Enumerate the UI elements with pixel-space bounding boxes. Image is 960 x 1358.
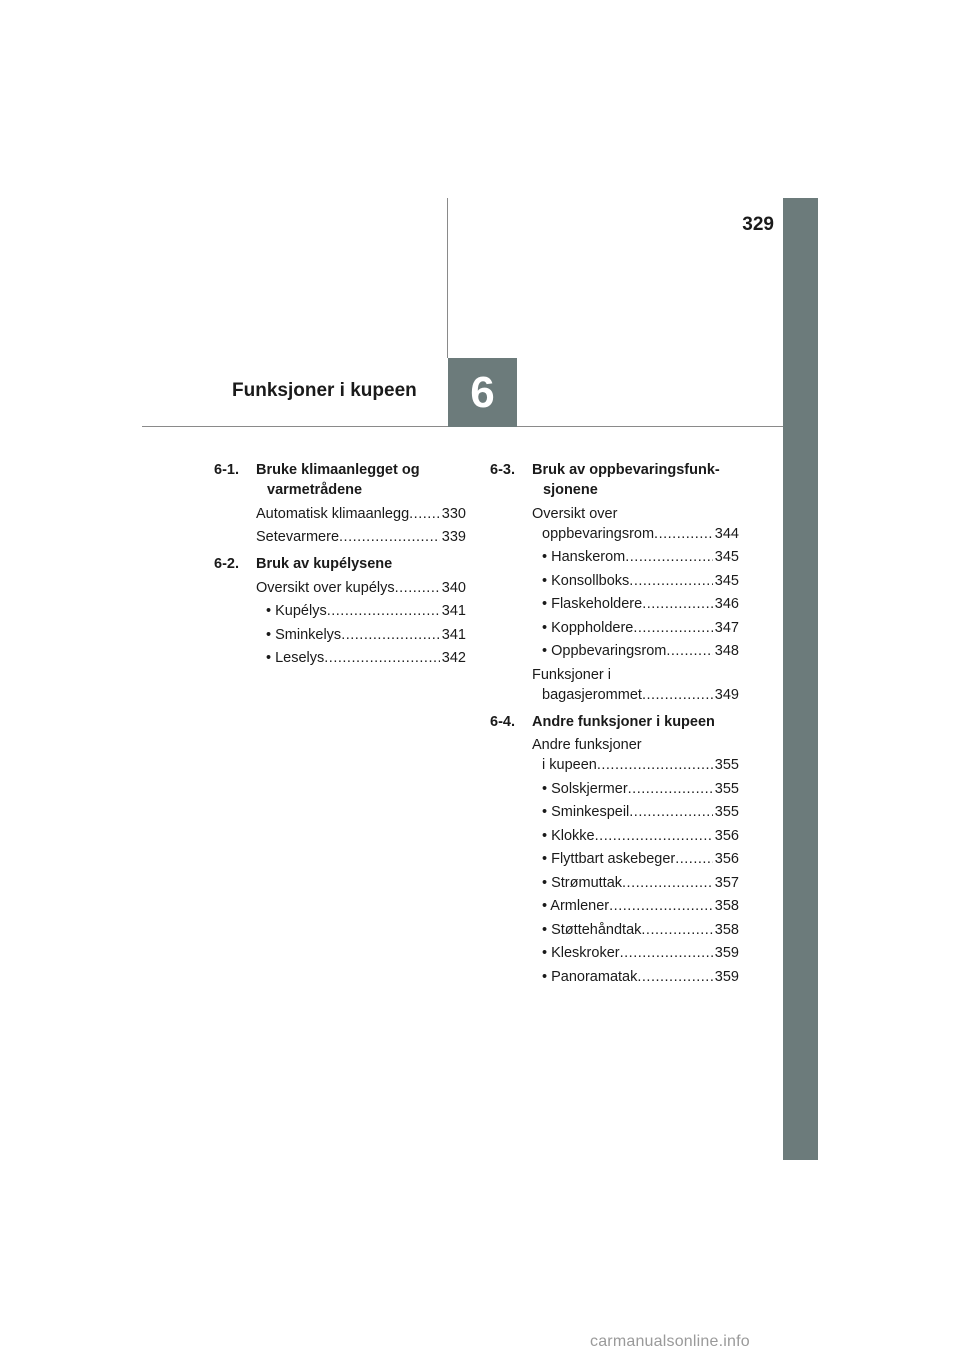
entry-page: 348 xyxy=(714,643,739,659)
toc-entry-koppholdere[interactable] xyxy=(490,618,739,638)
toc-entry-panoramatak[interactable] xyxy=(490,967,739,987)
entry-text: • Kupélys ..... xyxy=(266,603,328,619)
entry-page: 358 xyxy=(714,898,739,914)
toc-entry-andre-funksjoner-i-kupeen[interactable] xyxy=(490,735,739,775)
entry-text: • Flyttbart askebeger ..... xyxy=(542,851,676,867)
entry-page: 330 xyxy=(441,505,466,522)
entry-page: 349 xyxy=(714,686,739,703)
toc-entry-funksjoner-i-bagasjerommet[interactable] xyxy=(490,665,739,705)
entry-text: • Koppholdere ..... xyxy=(542,620,634,636)
page-number: 329 xyxy=(742,214,774,235)
vertical-divider xyxy=(447,198,448,358)
entry-text: • Strømuttak ..... xyxy=(542,875,623,891)
entry-page: 345 xyxy=(714,549,739,565)
toc-entry-hanskerom[interactable] xyxy=(490,547,739,567)
toc-entry-automatisk-klimaanlegg[interactable] xyxy=(214,504,466,524)
toc-entry-setevarmere[interactable] xyxy=(214,527,466,547)
entry-page: 359 xyxy=(714,968,739,985)
entry-text: • Solskjermer ..... xyxy=(542,781,629,797)
toc-section-6-3[interactable] xyxy=(490,460,739,500)
chapter-title: Funksjoner i kupeen xyxy=(232,380,417,401)
entry-text: oppbevaringsrom ..... xyxy=(542,526,655,542)
toc-entry-flaskeholdere[interactable] xyxy=(490,594,739,614)
entry-page: 358 xyxy=(714,921,739,938)
entry-page: 346 xyxy=(714,596,739,612)
toc-entry-konsollboks[interactable] xyxy=(490,571,739,591)
entry-text: • Sminkelys ..... xyxy=(266,627,342,643)
entry-text: • Oppbevaringsrom ..... xyxy=(542,643,667,659)
section-number: 6-3. xyxy=(490,462,515,478)
entry-text: • Kleskroker ..... xyxy=(542,945,621,961)
toc-entry-oversikt-over-kupelys[interactable] xyxy=(214,578,466,598)
entry-page: 359 xyxy=(714,945,739,961)
toc-left-column xyxy=(214,460,466,668)
entry-text: Oversikt over kupélys ..... xyxy=(256,580,396,596)
toc-entry-oversikt-over-oppbevaringsrom[interactable] xyxy=(490,504,739,544)
section-number: 6-1. xyxy=(214,462,239,478)
toc-entry-armlener[interactable] xyxy=(490,896,739,916)
entry-page: 347 xyxy=(714,619,739,636)
toc-entry-sminkelys[interactable] xyxy=(214,625,466,645)
entry-text: • Panoramatak ..... xyxy=(542,969,638,985)
toc-entry-solskjermer[interactable] xyxy=(490,779,739,799)
entry-text: • Flaskeholdere ..... xyxy=(542,596,643,612)
entry-text: • Støttehåndtak ..... xyxy=(542,922,642,938)
toc-right-column xyxy=(490,460,739,987)
toc-entry-leselys[interactable] xyxy=(214,648,466,668)
toc-entry-kleskroker[interactable] xyxy=(490,943,739,963)
entry-page: 357 xyxy=(714,874,739,891)
section-number: 6-2. xyxy=(214,556,239,572)
entry-text: • Klokke ..... xyxy=(542,828,596,844)
section-number: 6-4. xyxy=(490,713,515,730)
entry-page: 341 xyxy=(441,626,466,643)
entry-page: 339 xyxy=(441,529,466,545)
chapter-number-box xyxy=(448,358,517,427)
entry-text: • Sminkespeil ..... xyxy=(542,804,630,820)
toc-entry-stottehandtak[interactable] xyxy=(490,920,739,940)
entry-text: bagasjerommet ..... xyxy=(542,687,643,703)
entry-page: 345 xyxy=(714,572,739,589)
entry-page: 340 xyxy=(441,579,466,596)
entry-text: • Armlener ..... xyxy=(542,898,610,914)
toc-section-6-2[interactable] xyxy=(214,554,466,574)
entry-page: 356 xyxy=(714,827,739,844)
entry-text: Setevarmere ..... xyxy=(256,529,340,545)
toc-section-6-4[interactable] xyxy=(490,712,739,732)
toc-entry-flyttbart-askebeger[interactable] xyxy=(490,849,739,869)
section-title: Bruke klimaanlegget og varmetrådene xyxy=(256,462,420,498)
toc-entry-sminkespeil[interactable] xyxy=(490,802,739,822)
toc-entry-kupelys[interactable] xyxy=(214,601,466,621)
toc-entry-klokke[interactable] xyxy=(490,826,739,846)
entry-text: • Leselys ..... xyxy=(266,650,325,666)
entry-text: i kupeen ..... xyxy=(542,757,598,773)
section-title: Bruk av kupélysene xyxy=(256,556,393,572)
entry-page: 355 xyxy=(714,757,739,773)
toc-entry-stromuttak[interactable] xyxy=(490,873,739,893)
entry-page: 356 xyxy=(714,851,739,867)
toc-section-6-1[interactable] xyxy=(214,460,466,500)
watermark: carmanualsonline.info xyxy=(590,1333,750,1350)
entry-page: 341 xyxy=(441,603,466,619)
section-title: Andre funksjoner i kupeen xyxy=(532,713,715,730)
entry-page: 355 xyxy=(714,780,739,797)
entry-page: 355 xyxy=(714,804,739,820)
entry-text: • Hanskerom ..... xyxy=(542,549,626,565)
chapter-side-tab xyxy=(783,198,818,1160)
entry-text-line1: Oversikt over xyxy=(532,505,618,522)
section-title: Bruk av oppbevaringsfunk-sjonene xyxy=(532,462,720,498)
entry-text: Automatisk klimaanlegg ..... xyxy=(256,506,410,522)
chapter-number: 6 xyxy=(470,367,495,417)
entry-text-line1: Andre funksjoner xyxy=(532,737,642,753)
entry-text: • Konsollboks ..... xyxy=(542,573,630,589)
entry-text-line1: Funksjoner i xyxy=(532,666,611,683)
entry-page: 344 xyxy=(714,525,739,542)
entry-page: 342 xyxy=(441,650,466,666)
toc-entry-oppbevaringsrom[interactable] xyxy=(490,641,739,661)
